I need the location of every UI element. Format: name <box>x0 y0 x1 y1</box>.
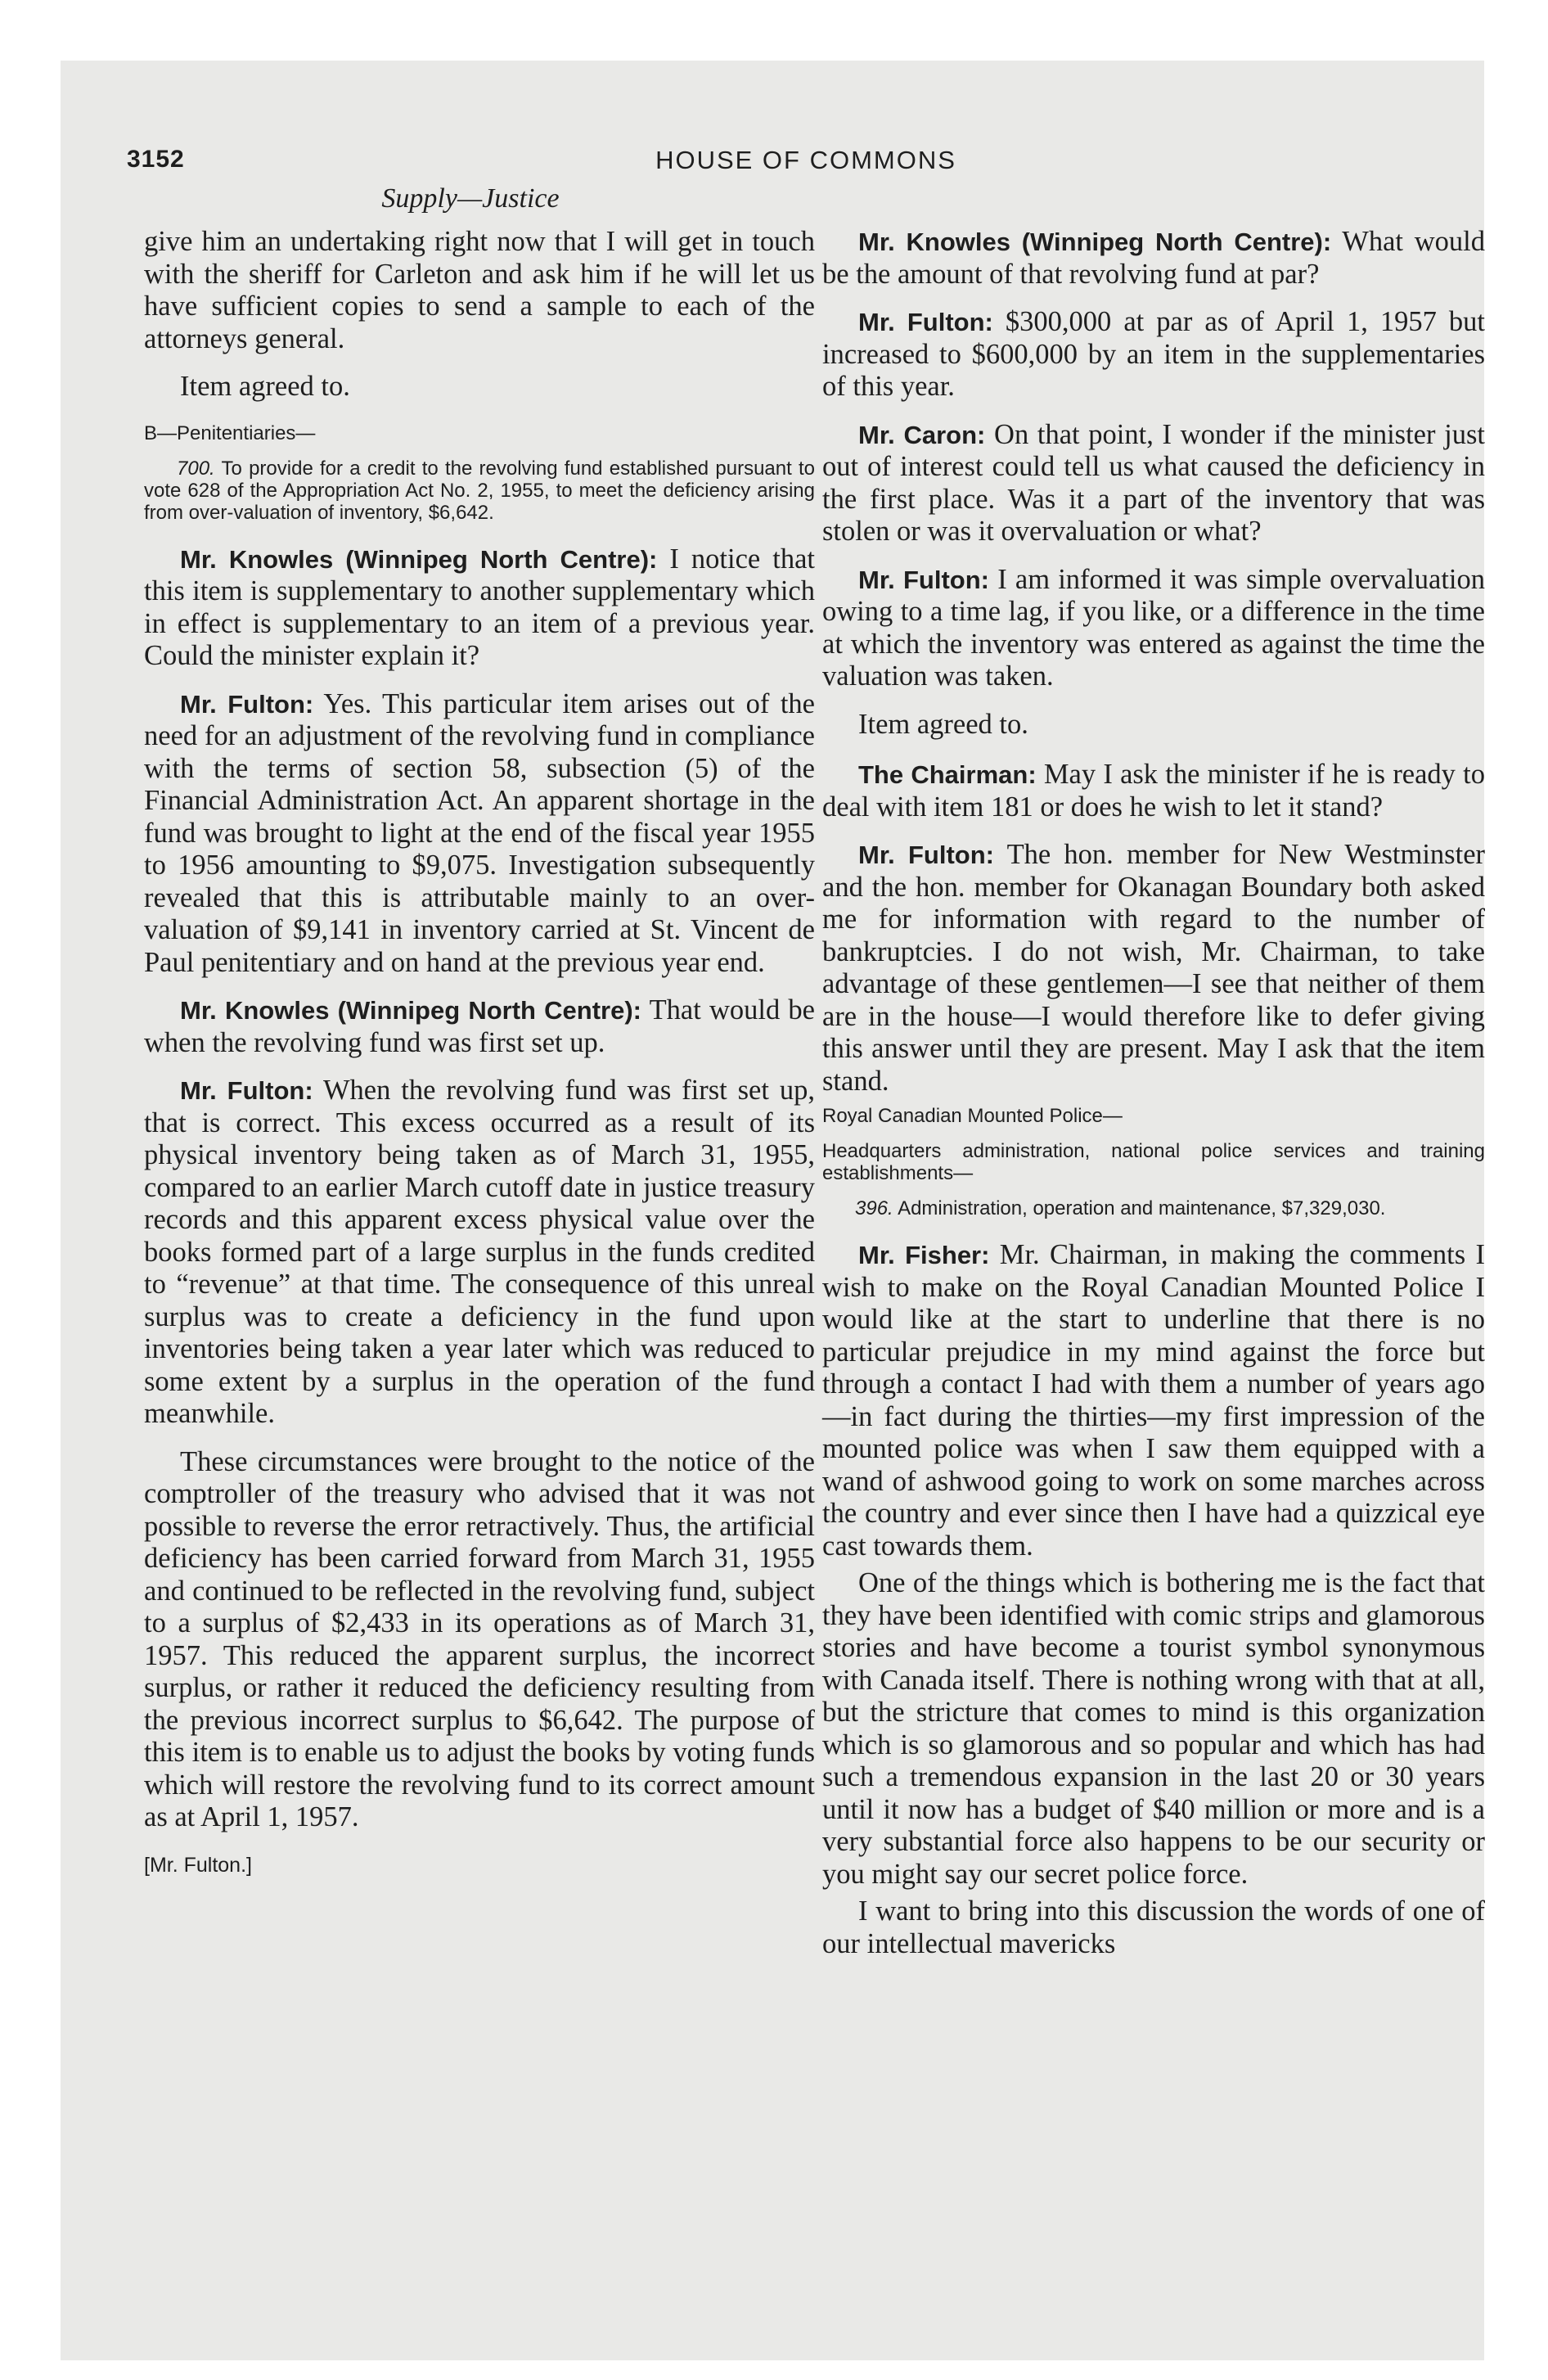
speech <box>144 543 815 673</box>
speaker: Mr. Fulton: <box>858 308 993 336</box>
speech-text: When the revolving fund was first set up, that is correct. This excess occurred as a result of its physical inventory being taken as of March 31, 1955, compared to an earlier March cutoff date in justice treasury records and this apparent excess physical value over the books formed part of a large surplus in the funds credited to “revenue” at that time. The consequence of this unreal surplus was to create a deficiency in the fund upon inventories being taken a year later which was reduced to some extent by a surplus in the operation of the fund meanwhile. <box>144 1075 815 1429</box>
speech <box>822 419 1485 548</box>
page-number: 3152 <box>127 146 185 173</box>
speech <box>822 306 1485 403</box>
speaker: Mr. Fulton: <box>180 1076 313 1105</box>
speaker: Mr. Fisher: <box>858 1241 990 1269</box>
speech-text: That would be when the revolving fund was first set up. <box>144 994 815 1058</box>
running-head: HOUSE OF COMMONS <box>655 146 956 174</box>
speech <box>822 759 1485 823</box>
subsection-heading: Headquarters administration, national police services and training establishments— <box>822 1140 1485 1184</box>
speech <box>822 564 1485 693</box>
speaker-citation: [Mr. Fulton.] <box>144 1853 252 1877</box>
speaker: Mr. Fulton: <box>858 565 989 594</box>
speech <box>822 1239 1485 1562</box>
vote-text: To provide for a credit to the revolving fund established pursuant to vote 628 of the Appropriation Act No. 2, 1955, to meet the deficiency arising from over-valuation of inventory, $6,642. <box>144 457 816 524</box>
item-agreed: Item agreed to. <box>180 371 350 402</box>
vote-number: 700. <box>177 457 215 480</box>
paragraph: give him an undertaking right now that I will get in touch with the sheriff for Carleton and ask him if he will let us have sufficient copies to send a sample to each of the attorneys general. <box>144 226 815 354</box>
section-heading: Royal Canadian Mounted Police— <box>822 1105 1123 1127</box>
paragraph: These circumstances were brought to the notice of the comptroller of the treasury who advised that it was not possible to reverse the error retractively. Thus, the artificial deficiency has been carried forward from March 31, 1955 and continued to be reflected in the revolving fund, subject to a surplus of $2,433 in its operations as of March 31, 1957. This reduced the apparent surplus, the incorrect surplus, or rather it reduced the deficiency resulting from the previous incorrect surplus to $6,642. The purpose of this item is to enable us to adjust the books by voting funds which will restore the revolving fund to its correct amount as at April 1, 1957. <box>144 1445 815 1832</box>
paragraph: I want to bring into this discussion the words of one of our intellectual mavericks <box>822 1895 1485 1959</box>
speech-text: The hon. member for New Westminster and the hon. member for Okanagan Boundary both asked me for information with regard to the number of bankruptcies. I do not wish, Mr. Chairman, to take advantage of these gentlemen—I see that neither of them are in the house—I would therefore like to defer giving this answer until they are present. May I ask that the item stand. <box>822 839 1485 1097</box>
speech-text: I am informed it was simple overvaluation owing to a time lag, if you like, or a difference in the time at which the inventory was entered as against the time the valuation was taken. <box>822 563 1485 692</box>
speech <box>144 1075 815 1431</box>
speaker: Mr. Caron: <box>858 420 986 449</box>
speaker: Mr. Knowles (Winnipeg North Centre): <box>180 544 658 574</box>
vote-text: Administration, operation and maintenance, $7,329,030. <box>898 1197 1386 1219</box>
speech-text: $300,000 at par as of April 1, 1957 but increased to $600,000 by an item in the supplementaries of this year. <box>822 306 1486 402</box>
speech-text: Mr. Chairman, in making the comments I wish to make on the Royal Canadian Mounted Police I would like at the start to underline that there is no particular prejudice in my mind against the force but through a contact I had with them a number of years ago—in fact during the thirties—my first impression of the mounted police was when I saw them equipped with a wand of ashwood going to work on some marches across the country and ever since then I have had a quizzical eye cast towards them. <box>822 1239 1485 1562</box>
paragraph: One of the things which is bothering me is the fact that they have been identified with comic strips and glamorous stories and have become a tourist symbol synonymous with Canada itself. There is nothing wrong with that at all, but the stricture that comes to mind is this organization which is so glamorous and so popular and which has had such a tremendous expansion in the last 20 or 30 years until it now has a budget of $40 million or more and is a very substantial force also happens to be our security or you might say our secret police force. <box>822 1567 1485 1890</box>
speech <box>144 994 815 1059</box>
item-agreed: Item agreed to. <box>858 708 1028 740</box>
vote-item <box>144 458 815 524</box>
speaker: Mr. Fulton: <box>858 841 994 869</box>
speech-text: I notice that this item is supplementary to another supplementary which in effect is supplementary to an item of a previous year. Could the minister explain it? <box>144 543 815 671</box>
speech-text: What would be the amount of that revolving fund at par? <box>822 226 1485 290</box>
speech-text: On that point, I wonder if the minister just out of interest could tell us what caused the deficiency in the first place. Was it a part of the inventory that was stolen or was it overvaluation or what? <box>822 418 1485 547</box>
speech <box>822 226 1485 291</box>
section-subhead: Supply—Justice <box>381 183 560 214</box>
vote-number: 396. <box>855 1197 893 1219</box>
section-heading: B—Penitentiaries— <box>144 421 316 444</box>
speech-text: Yes. This particular item arises out of the need for an adjustment of the revolving fund in compliance with the terms of section 58, subsection (5) of the Financial Administration Act. An apparent shortage in the fund was brought to light at the end of the fiscal year 1955 to 1956 amounting to $9,075. Investigation subsequently revealed that this is attributable mainly to an over-valuation of $9,141 in inventory carried at St. Vincent de Paul penitentiary and on hand at the previous year end. <box>144 687 815 978</box>
left-column <box>144 226 815 1882</box>
speaker: The Chairman: <box>858 760 1037 789</box>
speaker: Mr. Knowles (Winnipeg North Centre): <box>858 228 1332 256</box>
speech-text: May I ask the minister if he is ready to deal with item 181 or does he wish to let it stand? <box>822 759 1486 823</box>
right-column <box>822 226 1485 1976</box>
speaker: Mr. Fulton: <box>180 689 314 719</box>
speaker: Mr. Knowles (Winnipeg North Centre): <box>180 996 641 1025</box>
vote-item <box>822 1197 1485 1219</box>
speech <box>822 839 1485 1098</box>
speech <box>144 688 815 980</box>
